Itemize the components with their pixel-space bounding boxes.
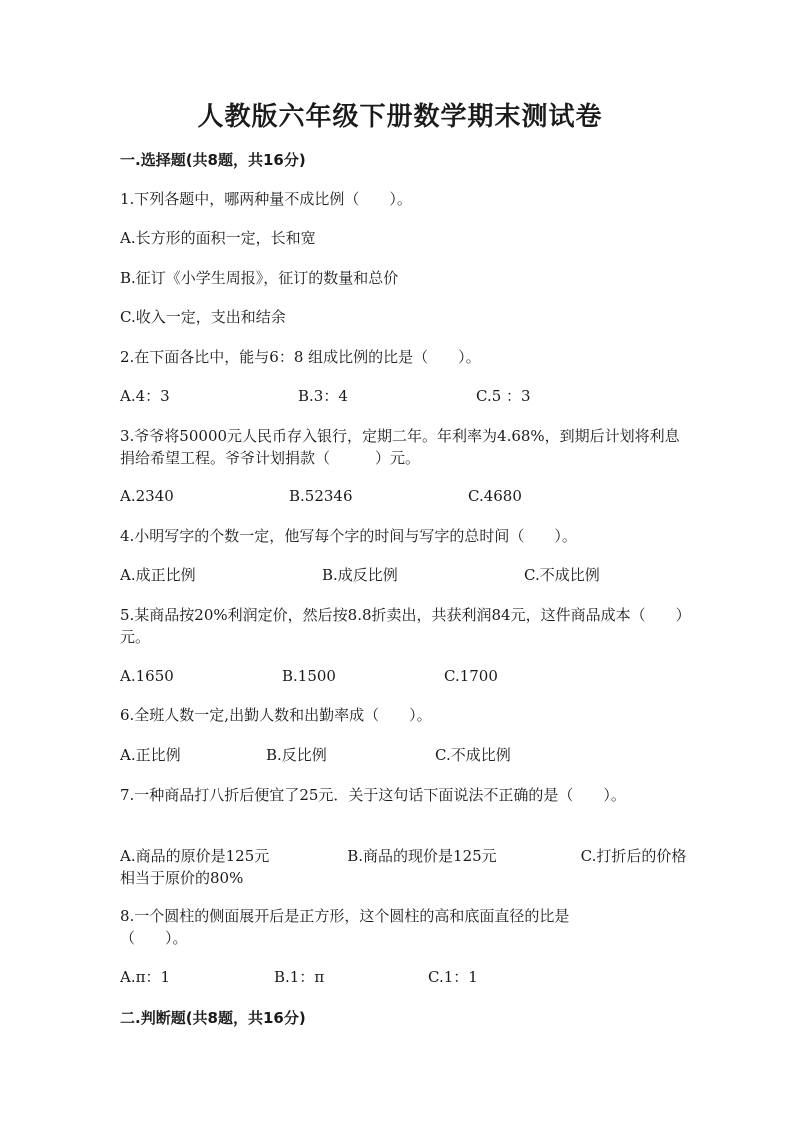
q2-option-c[interactable]: C.5 ：3 <box>476 387 531 405</box>
question-8: 8.一个圆柱的侧面展开后是正方形，这个圆柱的高和底面直径的比是（ ）。 <box>120 907 570 947</box>
q1-option-a[interactable]: A.长方形的面积一定，长和宽 <box>120 229 316 247</box>
q6-option-c[interactable]: C.不成比例 <box>435 746 511 764</box>
q4-option-c[interactable]: C.不成比例 <box>524 566 600 584</box>
q3-option-c[interactable]: C.4680 <box>468 487 522 505</box>
q1-option-b[interactable]: B.征订《小学生周报》，征订的数量和总价 <box>120 269 399 287</box>
q1-option-c[interactable]: C.收入一定，支出和结余 <box>120 308 286 326</box>
q5-option-c[interactable]: C.1700 <box>444 667 498 685</box>
q7-option-c[interactable]: C.打折后的价格相当于原价的80% <box>120 847 687 887</box>
question-4: 4.小明写字的个数一定，他写每个字的时间与写字的总时间（ ）。 <box>120 527 577 545</box>
q2-option-a[interactable]: A.4：3 <box>120 387 170 405</box>
q8-option-a[interactable]: A.π：1 <box>120 968 171 986</box>
q3-option-b[interactable]: B.52346 <box>289 487 353 505</box>
question-2: 2.在下面各比中，能与6：8 组成比例的比是（ ）。 <box>120 348 481 366</box>
q5-option-a[interactable]: A.1650 <box>120 667 174 685</box>
question-6: 6.全班人数一定,出勤人数和出勤率成（ ）。 <box>120 706 432 724</box>
question-7: 7.一种商品打八折后便宜了25元．关于这句话下面说法不正确的是（ ）。 <box>120 786 626 804</box>
q8-option-c[interactable]: C.1：1 <box>428 968 478 986</box>
q6-option-a[interactable]: A.正比例 <box>120 746 181 764</box>
question-5: 5.某商品按20%利润定价，然后按8.8折卖出，共获利润84元，这件商品成本（ ）元。 <box>120 606 684 646</box>
q7-option-b[interactable]: B.商品的现价是125元 <box>347 847 497 865</box>
q5-option-b[interactable]: B.1500 <box>282 667 336 685</box>
q2-option-b[interactable]: B.3：4 <box>298 387 348 405</box>
question-3: 3.爷爷将50000元人民币存入银行，定期二年。年利率为4.68%，到期后计划将利息捐给希望工程。爷爷计划捐款（ ）元。 <box>120 427 680 467</box>
q7-option-a[interactable]: A.商品的原价是125元 <box>120 847 270 865</box>
q4-option-b[interactable]: B.成反比例 <box>322 566 398 584</box>
q8-option-b[interactable]: B.1：π <box>274 968 325 986</box>
page-title: 人教版六年级下册数学期末测试卷 <box>197 102 603 132</box>
q7-options <box>120 845 690 889</box>
question-1: 1.下列各题中，哪两种量不成比例（ ）。 <box>120 190 412 208</box>
q6-option-b[interactable]: B.反比例 <box>266 746 327 764</box>
section-heading-multiple-choice: 一.选择题(共8题，共16分) <box>120 151 306 169</box>
q3-option-a[interactable]: A.2340 <box>120 487 174 505</box>
section-heading-true-false: 二.判断题(共8题，共16分) <box>120 1009 306 1027</box>
q4-option-a[interactable]: A.成正比例 <box>120 566 196 584</box>
